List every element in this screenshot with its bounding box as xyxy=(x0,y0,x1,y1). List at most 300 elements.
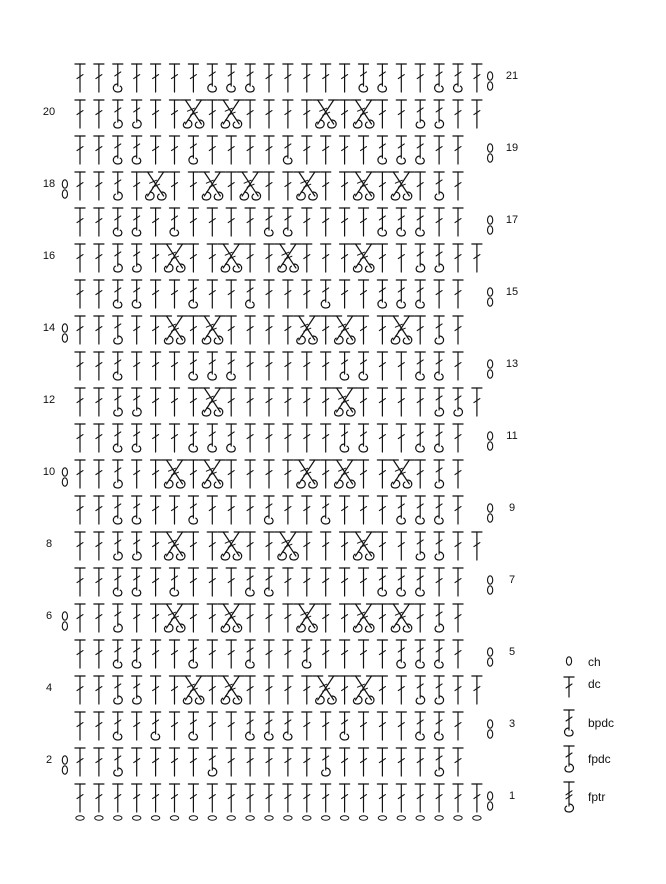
dc-stitch xyxy=(283,640,293,668)
dc-stitch xyxy=(434,784,444,812)
dc-stitch xyxy=(245,100,255,128)
bpdc-stitch xyxy=(188,424,198,452)
dc-stitch xyxy=(226,712,236,740)
bpdc-stitch xyxy=(207,352,217,380)
dc-stitch xyxy=(283,460,293,488)
bpdc-stitch xyxy=(396,136,406,164)
row-number: 17 xyxy=(505,214,519,226)
row-number: 2 xyxy=(45,754,53,766)
dc-stitch xyxy=(340,64,350,92)
foundation-chain-stitch xyxy=(151,816,159,820)
dc-stitch xyxy=(94,244,104,272)
row-number: 13 xyxy=(505,358,519,370)
dc-stitch xyxy=(151,388,161,416)
dc-stitch xyxy=(472,784,482,812)
dc-stitch xyxy=(453,748,463,776)
dc-stitch xyxy=(188,748,198,776)
fptr-cross xyxy=(162,532,188,560)
dc-stitch xyxy=(170,100,180,128)
dc-stitch xyxy=(396,244,406,272)
dc-stitch xyxy=(188,316,198,344)
bpdc-stitch xyxy=(170,208,180,236)
bpdc-stitch xyxy=(453,64,463,92)
dc-stitch xyxy=(302,244,312,272)
dc-stitch xyxy=(151,244,161,272)
fpdc-stitch xyxy=(434,460,444,488)
bpdc-stitch xyxy=(245,712,255,740)
legend-label-dc: dc xyxy=(588,677,601,691)
bpdc-stitch xyxy=(113,424,123,452)
chart-row xyxy=(75,676,482,704)
dc-stitch xyxy=(75,532,85,560)
fpdc-stitch xyxy=(453,388,463,416)
dc-stitch xyxy=(75,676,85,704)
fptr-cross xyxy=(180,100,206,128)
dc-stitch xyxy=(170,640,180,668)
dc-stitch xyxy=(75,136,85,164)
dc-stitch xyxy=(188,460,198,488)
dc-stitch xyxy=(170,784,180,812)
bpdc-stitch xyxy=(113,712,123,740)
turning-chain xyxy=(488,720,493,738)
bpdc-stitch xyxy=(415,280,425,308)
chart-row xyxy=(75,352,493,380)
dc-stitch xyxy=(132,352,142,380)
dc-stitch xyxy=(283,604,293,632)
bpdc-stitch xyxy=(132,568,142,596)
turning-chain xyxy=(62,612,67,630)
dc-stitch xyxy=(377,640,387,668)
dc-stitch xyxy=(207,244,217,272)
bpdc-stitch xyxy=(434,352,444,380)
dc-stitch xyxy=(377,676,387,704)
dc-stitch xyxy=(396,424,406,452)
foundation-chain-stitch xyxy=(246,816,254,820)
chart-row xyxy=(62,748,463,776)
dc-stitch xyxy=(302,352,312,380)
dc-stitch xyxy=(207,640,217,668)
bpdc-stitch xyxy=(264,712,274,740)
dc-stitch xyxy=(472,532,482,560)
row-number: 20 xyxy=(42,106,56,118)
bpdc-stitch xyxy=(415,352,425,380)
dc-stitch xyxy=(94,640,104,668)
fptr-cross xyxy=(388,460,414,488)
dc-stitch xyxy=(264,424,274,452)
dc-stitch xyxy=(75,388,85,416)
dc-stitch xyxy=(472,100,482,128)
fptr-cross xyxy=(351,100,377,128)
bpdc-stitch xyxy=(113,640,123,668)
dc-stitch xyxy=(340,496,350,524)
fpdc-stitch xyxy=(415,676,425,704)
fptr-cross xyxy=(218,532,244,560)
dc-stitch xyxy=(321,64,331,92)
dc-stitch xyxy=(340,208,350,236)
dc-stitch xyxy=(453,136,463,164)
dc-stitch xyxy=(321,604,331,632)
dc-stitch xyxy=(94,496,104,524)
dc-stitch xyxy=(226,208,236,236)
dc-stitch xyxy=(264,532,274,560)
fpdc-stitch xyxy=(113,460,123,488)
dc-stitch xyxy=(340,100,350,128)
dc-stitch xyxy=(453,712,463,740)
fpdc-stitch xyxy=(415,100,425,128)
fptr-cross xyxy=(275,244,301,272)
row-number: 18 xyxy=(42,178,56,190)
dc-stitch xyxy=(151,532,161,560)
fptr-cross xyxy=(218,676,244,704)
fptr-cross xyxy=(294,460,320,488)
dc-stitch xyxy=(113,784,123,812)
turning-chain xyxy=(488,72,493,90)
dc-stitch xyxy=(245,388,255,416)
fptr-cross xyxy=(351,532,377,560)
dc-stitch xyxy=(94,172,104,200)
foundation-chain-stitch xyxy=(265,816,273,820)
row-number: 9 xyxy=(508,502,516,514)
dc-stitch xyxy=(226,280,236,308)
dc-stitch xyxy=(377,532,387,560)
dc-stitch xyxy=(151,316,161,344)
bpdc-stitch xyxy=(113,568,123,596)
dc-stitch xyxy=(302,388,312,416)
bpdc-stitch xyxy=(226,352,236,380)
dc-stitch xyxy=(226,172,236,200)
foundation-chain-stitch xyxy=(340,816,348,820)
bpdc-stitch xyxy=(132,424,142,452)
dc-stitch xyxy=(359,784,369,812)
dc-stitch xyxy=(207,100,217,128)
bpdc-stitch xyxy=(188,640,198,668)
bpdc-stitch xyxy=(396,640,406,668)
dc-stitch xyxy=(264,676,274,704)
dc-stitch xyxy=(94,136,104,164)
dc-stitch xyxy=(264,172,274,200)
dc-stitch xyxy=(453,424,463,452)
foundation-chain xyxy=(76,816,481,820)
row-number: 1 xyxy=(508,790,516,802)
fpdc-stitch xyxy=(434,676,444,704)
row-number: 3 xyxy=(508,718,516,730)
fpdc-stitch xyxy=(113,244,123,272)
dc-stitch xyxy=(94,532,104,560)
dc-stitch xyxy=(207,784,217,812)
foundation-chain-stitch xyxy=(322,816,330,820)
chart-row xyxy=(75,244,482,272)
dc-stitch xyxy=(359,640,369,668)
bpdc-stitch xyxy=(264,496,274,524)
row-number: 4 xyxy=(45,682,53,694)
dc-stitch xyxy=(377,172,387,200)
bpdc-stitch xyxy=(151,712,161,740)
dc-stitch xyxy=(453,460,463,488)
dc-stitch xyxy=(472,64,482,92)
dc-stitch xyxy=(377,712,387,740)
dc-stitch xyxy=(377,748,387,776)
bpdc-stitch xyxy=(132,136,142,164)
fpdc-stitch xyxy=(132,100,142,128)
dc-stitch xyxy=(283,676,293,704)
dc-stitch xyxy=(75,568,85,596)
chart-rows xyxy=(62,64,492,812)
fpdc-stitch xyxy=(113,100,123,128)
dc-stitch xyxy=(132,604,142,632)
dc-stitch xyxy=(264,244,274,272)
dc-stitch xyxy=(94,208,104,236)
fptr-cross xyxy=(294,316,320,344)
dc-stitch xyxy=(245,316,255,344)
dc-stitch xyxy=(75,172,85,200)
foundation-chain-stitch xyxy=(435,816,443,820)
chart-row xyxy=(75,424,493,452)
dc-stitch xyxy=(207,136,217,164)
dc-stitch xyxy=(359,136,369,164)
dc-stitch xyxy=(264,100,274,128)
legend-item-bpdc xyxy=(561,708,641,736)
dc-stitch xyxy=(396,64,406,92)
dc-stitch xyxy=(340,640,350,668)
turning-chain xyxy=(62,180,67,198)
bpdc-stitch xyxy=(170,568,180,596)
dc-stitch xyxy=(245,496,255,524)
fpdc-stitch xyxy=(434,316,444,344)
dc-stitch xyxy=(283,496,293,524)
row-number: 15 xyxy=(505,286,519,298)
dc-stitch xyxy=(151,424,161,452)
chart-row xyxy=(75,568,493,596)
dc-stitch xyxy=(245,604,255,632)
row-number: 21 xyxy=(505,70,519,82)
fpdc-stitch xyxy=(132,532,142,560)
dc-stitch xyxy=(94,424,104,452)
dc-stitch xyxy=(75,460,85,488)
dc-stitch xyxy=(245,424,255,452)
foundation-chain-stitch xyxy=(76,816,84,820)
dc-stitch xyxy=(264,64,274,92)
dc-stitch xyxy=(94,280,104,308)
turning-chain xyxy=(488,792,493,810)
fptr-cross xyxy=(388,604,414,632)
dc-stitch xyxy=(453,496,463,524)
bpdc-stitch xyxy=(359,424,369,452)
dc-stitch xyxy=(453,352,463,380)
dc-stitch xyxy=(170,280,180,308)
dc-stitch xyxy=(264,352,274,380)
bpdc-stitch xyxy=(396,568,406,596)
bpdc-stitch xyxy=(188,712,198,740)
dc-stitch xyxy=(207,208,217,236)
dc-stitch xyxy=(321,208,331,236)
fptr-cross xyxy=(218,604,244,632)
dc-stitch xyxy=(396,100,406,128)
dc-stitch xyxy=(151,280,161,308)
bpdc-stitch xyxy=(188,280,198,308)
fptr-cross xyxy=(218,100,244,128)
foundation-chain-stitch xyxy=(189,816,197,820)
dc-stitch xyxy=(415,604,425,632)
bpdc-stitch xyxy=(415,640,425,668)
dc-stitch xyxy=(75,100,85,128)
dc-stitch xyxy=(151,64,161,92)
dc-stitch xyxy=(75,244,85,272)
dc-stitch xyxy=(415,460,425,488)
dc-stitch xyxy=(377,460,387,488)
bpdc-stitch xyxy=(377,568,387,596)
dc-stitch xyxy=(151,460,161,488)
foundation-chain-stitch xyxy=(416,816,424,820)
fpdc-stitch xyxy=(434,532,444,560)
bpdc-stitch xyxy=(415,208,425,236)
dc-stitch xyxy=(226,640,236,668)
dc-stitch xyxy=(151,748,161,776)
turning-chain xyxy=(488,504,493,522)
row-number: 19 xyxy=(505,142,519,154)
bpdc-stitch xyxy=(113,136,123,164)
dc-stitch xyxy=(264,748,274,776)
chart-row xyxy=(75,496,493,524)
bpdc-stitch xyxy=(415,424,425,452)
bpdc-stitch xyxy=(132,280,142,308)
dc-stitch xyxy=(453,244,463,272)
dc-stitch xyxy=(94,352,104,380)
dc-stitch xyxy=(321,352,331,380)
dc-stitch xyxy=(132,748,142,776)
row-number: 8 xyxy=(45,538,53,550)
dc-stitch xyxy=(453,280,463,308)
front-post-dc-icon xyxy=(561,744,585,776)
row-number: 12 xyxy=(42,394,56,406)
dc-stitch xyxy=(359,496,369,524)
fptr-cross xyxy=(388,172,414,200)
legend-item-fptr xyxy=(561,782,641,810)
chart-row xyxy=(75,640,493,668)
dc-stitch xyxy=(245,352,255,380)
dc-stitch xyxy=(132,316,142,344)
dc-stitch xyxy=(226,316,236,344)
fpdc-stitch xyxy=(113,676,123,704)
dc-stitch xyxy=(359,208,369,236)
bpdc-stitch xyxy=(264,208,274,236)
dc-stitch xyxy=(264,784,274,812)
fptr-cross xyxy=(162,316,188,344)
fpdc-stitch xyxy=(132,388,142,416)
fpdc-stitch xyxy=(207,748,217,776)
bpdc-stitch xyxy=(434,496,444,524)
dc-stitch xyxy=(302,280,312,308)
dc-stitch xyxy=(188,604,198,632)
legend-label-fpdc: fpdc xyxy=(588,752,611,766)
dc-stitch xyxy=(245,784,255,812)
turning-chain xyxy=(488,432,493,450)
bpdc-stitch xyxy=(113,208,123,236)
dc-stitch xyxy=(170,748,180,776)
dc-stitch xyxy=(75,424,85,452)
dc-stitch xyxy=(207,280,217,308)
dc-stitch xyxy=(453,208,463,236)
fpdc-stitch xyxy=(415,244,425,272)
bpdc-stitch xyxy=(264,568,274,596)
dc-stitch xyxy=(188,388,198,416)
fptr-cross xyxy=(199,172,225,200)
fptr-cross xyxy=(199,460,225,488)
bpdc-stitch xyxy=(113,280,123,308)
bpdc-stitch xyxy=(113,352,123,380)
bpdc-stitch xyxy=(377,64,387,92)
double-crochet-icon xyxy=(561,673,585,701)
fptr-cross xyxy=(237,172,263,200)
dc-stitch xyxy=(377,316,387,344)
bpdc-stitch xyxy=(359,64,369,92)
bpdc-stitch xyxy=(207,424,217,452)
dc-stitch xyxy=(283,280,293,308)
dc-stitch xyxy=(75,784,85,812)
dc-stitch xyxy=(170,64,180,92)
fpdc-stitch xyxy=(415,532,425,560)
dc-stitch xyxy=(340,532,350,560)
dc-stitch xyxy=(396,784,406,812)
dc-stitch xyxy=(75,604,85,632)
dc-stitch xyxy=(245,748,255,776)
bpdc-stitch xyxy=(377,280,387,308)
fptr-cross xyxy=(218,244,244,272)
dc-stitch xyxy=(151,568,161,596)
bpdc-stitch xyxy=(188,352,198,380)
dc-stitch xyxy=(245,676,255,704)
bpdc-stitch xyxy=(113,496,123,524)
dc-stitch xyxy=(170,388,180,416)
dc-stitch xyxy=(283,424,293,452)
fpdc-stitch xyxy=(113,172,123,200)
turning-chain xyxy=(62,756,67,774)
dc-stitch xyxy=(302,568,312,596)
fpdc-stitch xyxy=(434,388,444,416)
dc-stitch xyxy=(453,640,463,668)
dc-stitch xyxy=(188,568,198,596)
bpdc-stitch xyxy=(132,640,142,668)
chart-row xyxy=(75,712,493,740)
foundation-chain-stitch xyxy=(378,816,386,820)
row-number: 5 xyxy=(508,646,516,658)
dc-stitch xyxy=(453,676,463,704)
foundation-chain-stitch xyxy=(303,816,311,820)
bpdc-stitch xyxy=(377,136,387,164)
dc-stitch xyxy=(226,136,236,164)
dc-stitch xyxy=(340,244,350,272)
bpdc-stitch xyxy=(359,352,369,380)
bpdc-stitch xyxy=(396,496,406,524)
bpdc-stitch xyxy=(377,208,387,236)
dc-stitch xyxy=(207,568,217,596)
dc-stitch xyxy=(188,208,198,236)
dc-stitch xyxy=(472,676,482,704)
fptr-cross xyxy=(332,388,358,416)
dc-stitch xyxy=(377,100,387,128)
bpdc-stitch xyxy=(434,640,444,668)
dc-stitch xyxy=(359,568,369,596)
dc-stitch xyxy=(434,208,444,236)
legend-label-fptr: fptr xyxy=(588,790,606,804)
dc-stitch xyxy=(415,388,425,416)
dc-stitch xyxy=(415,748,425,776)
turning-chain xyxy=(488,288,493,306)
dc-stitch xyxy=(170,352,180,380)
fptr-cross xyxy=(313,100,339,128)
row-number: 16 xyxy=(42,250,56,262)
dc-stitch xyxy=(377,424,387,452)
dc-stitch xyxy=(151,136,161,164)
